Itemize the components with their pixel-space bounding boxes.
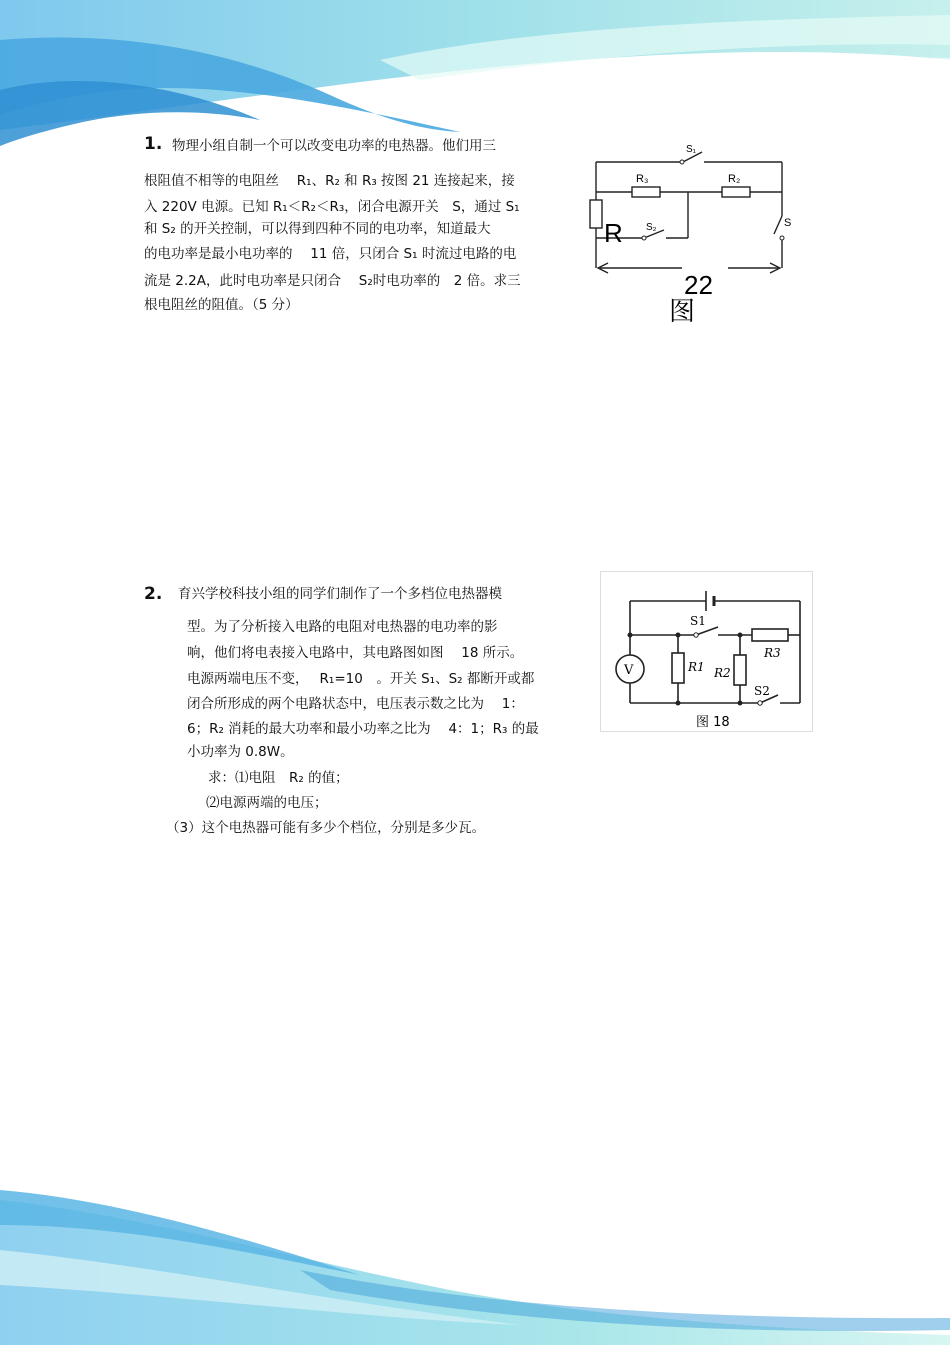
switch-s-label: S	[784, 217, 792, 229]
question-2-line-9: ⑵电源两端的电压；	[206, 795, 328, 811]
question-1-line-6: 流是 2.2A，此时电功率是只闭合 S₂时电功率的 2 倍。求三	[144, 273, 521, 289]
question-2-line-5: 闭合所形成的两个电路状态中，电压表示数之比为 1：	[187, 696, 524, 712]
resistor-r2-label: R₂	[728, 173, 741, 185]
switch-s2-label: S₂	[646, 222, 657, 233]
question-1-number: 1.	[144, 134, 163, 154]
switch-s2-label-q2: S2	[754, 684, 770, 698]
question-1-line-4: 和 S₂ 的开关控制，可以得到四种不同的电功率，知道最大	[144, 221, 491, 237]
figure-18-caption: 图 18	[696, 715, 730, 730]
question-2-line-7: 小功率为 0.8W。	[187, 744, 294, 760]
resistor-r1-label: R	[604, 218, 623, 248]
question-2-number: 2.	[144, 584, 163, 604]
figure-char: 图	[669, 297, 696, 327]
switch-s1-label: S₁	[686, 144, 697, 155]
question-2-line-1: 育兴学校科技小组的同学们制作了一个多档位电热器模	[178, 586, 502, 602]
question-1-line-5: 的电功率是最小电功率的 11 倍，只闭合 S₁ 时流过电路的电	[144, 246, 517, 262]
circuit-diagram-q1	[586, 138, 798, 328]
circuit-diagram-q2	[600, 571, 814, 733]
question-2-line-2: 型。为了分析接入电路的电阻对电热器的电功率的影	[187, 619, 498, 635]
question-1-line-1: 物理小组自制一个可以改变电功率的电热器。他们用三	[172, 138, 496, 154]
voltmeter-label: V	[624, 663, 634, 678]
resistor-r1-label-q2: R1	[688, 660, 705, 674]
figure-number: 22	[684, 270, 713, 300]
question-2-line-6: 6；R₂ 消耗的最大功率和最小功率之比为 4：1；R₃ 的最	[187, 721, 539, 737]
resistor-r2-label-q2: R2	[714, 666, 731, 680]
question-2-line-8: 求：⑴电阻 R₂ 的值；	[208, 770, 349, 786]
resistor-r3-label: R₃	[636, 173, 649, 185]
question-1-line-7: 根电阻丝的阻值。（5 分）	[144, 297, 299, 313]
question-2-line-4: 电源两端电压不变， R₁=10 。开关 S₁、S₂ 都断开或都	[187, 671, 535, 687]
question-2-line-10: （3）这个电热器可能有多少个档位，分别是多少瓦。	[166, 820, 486, 836]
switch-s1-label-q2: S1	[690, 614, 706, 628]
question-1-line-2: 根阻值不相等的电阻丝 R₁、R₂ 和 R₃ 按图 21 连接起来，接	[144, 173, 515, 189]
question-2-line-3: 响，他们将电表接入电路中，其电路图如图 18 所示。	[187, 645, 524, 661]
resistor-r3-label-q2: R3	[764, 646, 781, 660]
question-1-line-3: 入 220V 电源。已知 R₁＜R₂＜R₃，闭合电源开关 S，通过 S₁	[144, 199, 520, 215]
